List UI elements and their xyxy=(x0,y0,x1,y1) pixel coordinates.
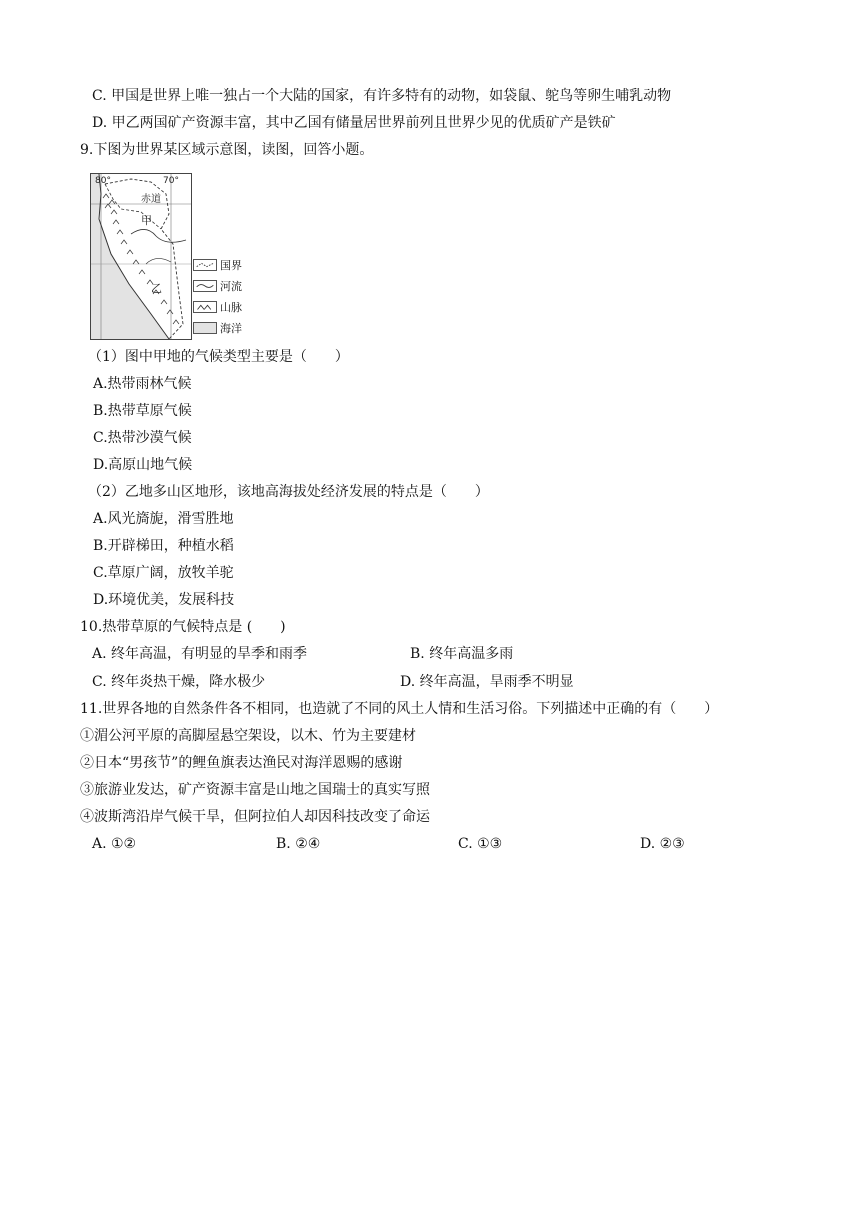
q8-option-c: C. 甲国是世界上唯一独占一个大陆的国家，有许多特有的动物，如袋鼠、鸵鸟等卵生哺乳动物 xyxy=(92,88,672,104)
legend-item-mountain xyxy=(193,296,242,317)
q9-sub2-option-b: B.开辟梯田，种植水稻 xyxy=(93,538,234,554)
mountain-legend-icon xyxy=(193,301,217,313)
q11-option-a: A. ①② xyxy=(92,836,137,852)
q11-option-c: C. ①③ xyxy=(458,836,503,852)
q11-statement-1: ①湄公河平原的高脚屋悬空架设，以木、竹为主要建材 xyxy=(80,728,416,744)
q9-sub1-option-c: C.热带沙漠气候 xyxy=(93,430,192,446)
q9-sub2-option-c: C.草原广阔，放牧羊驼 xyxy=(93,565,234,581)
river-legend-icon xyxy=(193,280,217,292)
river-2 xyxy=(146,258,171,264)
q9-sub1-option-a: A.热带雨林气候 xyxy=(93,376,192,392)
q11-statement-3: ③旅游业发达，矿产资源丰富是山地之国瑞士的真实写照 xyxy=(80,782,430,798)
map-label-lon80: 80° xyxy=(95,176,111,186)
q9-sub1-option-b: B.热带草原气候 xyxy=(93,403,192,419)
q11-stem: 11.世界各地的自然条件各不相同，也造就了不同的风土人情和生活习俗。下列描述中正确的有（ ） xyxy=(80,701,719,717)
q9-sub2-stem: （2）乙地多山区地形，该地高海拔处经济发展的特点是（ ） xyxy=(88,484,489,500)
legend-label-ocean: 海洋 xyxy=(220,321,242,335)
q10-option-a: A. 终年高温，有明显的旱季和雨季 xyxy=(92,646,308,662)
map-label-jia: 甲 xyxy=(141,214,152,227)
q10-stem: 10.热带草原的气候特点是 ( ) xyxy=(80,619,286,635)
legend-label-border: 国界 xyxy=(220,258,242,272)
map-label-yi: 乙 xyxy=(151,282,162,295)
q9-sub2-option-d: D.环境优美，发展科技 xyxy=(93,592,235,608)
q9-sub1-option-d: D.高原山地气候 xyxy=(93,457,193,473)
border-legend-icon xyxy=(193,259,217,271)
q8-option-d: D. 甲乙两国矿产资源丰富，其中乙国有储量居世界前列且世界少见的优质矿产是铁矿 xyxy=(92,115,616,131)
region-map xyxy=(90,173,192,340)
q10-option-b: B. 终年高温多雨 xyxy=(410,646,514,662)
inner-border xyxy=(105,184,161,229)
map-label-lon70: 70° xyxy=(163,176,179,186)
legend-label-river: 河流 xyxy=(220,279,242,293)
ocean-legend-icon xyxy=(193,322,217,334)
legend-item-river xyxy=(193,275,242,296)
q11-option-d: D. ②③ xyxy=(640,836,685,852)
q9-sub2-option-a: A.风光旖旎，滑雪胜地 xyxy=(93,511,234,527)
q10-option-d: D. 终年高温，旱雨季不明显 xyxy=(400,674,574,690)
region-map-svg xyxy=(91,174,191,339)
legend-label-mountain: 山脉 xyxy=(220,300,242,314)
map-legend xyxy=(193,254,242,338)
q11-statement-4: ④波斯湾沿岸气候干旱，但阿拉伯人却因科技改变了命运 xyxy=(80,809,430,825)
legend-item-ocean xyxy=(193,317,242,338)
q11-option-b: B. ②④ xyxy=(276,836,321,852)
q11-statement-2: ②日本“男孩节”的鲤鱼旗表达渔民对海洋恩赐的感谢 xyxy=(80,755,403,771)
map-label-equator: 赤道 xyxy=(141,194,161,205)
q10-option-c: C. 终年炎热干燥，降水极少 xyxy=(92,674,266,690)
q9-stem: 9.下图为世界某区域示意图，读图，回答小题。 xyxy=(80,142,374,158)
q9-sub1-stem: （1）图中甲地的气候类型主要是（ ） xyxy=(88,349,349,365)
legend-item-border xyxy=(193,254,242,275)
river-1 xyxy=(131,229,186,242)
